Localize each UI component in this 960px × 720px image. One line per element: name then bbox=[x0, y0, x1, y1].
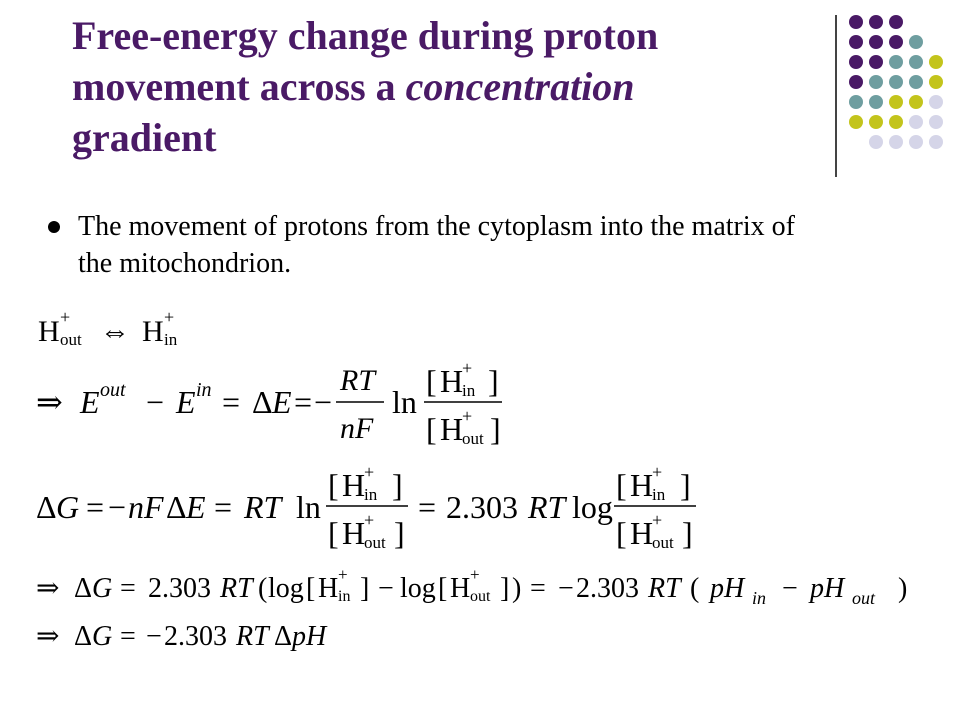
eq2-den-out: out bbox=[462, 429, 484, 448]
eq3-lb-3: [ bbox=[616, 467, 627, 503]
eq2-equals: = bbox=[222, 384, 241, 420]
eq3-nf: nF bbox=[128, 489, 164, 525]
eq5-coef: 2.303 bbox=[164, 621, 227, 652]
eq3-den2-h: H bbox=[630, 515, 654, 551]
eq4-implies-icon: ⇒ bbox=[36, 573, 60, 604]
eq2-equals-2: = bbox=[294, 384, 313, 420]
eq2-neg: − bbox=[314, 384, 333, 420]
eq4-plus-2: + bbox=[470, 565, 480, 584]
eq3-ln: ln bbox=[296, 489, 321, 525]
eq2-sup-out: out bbox=[100, 379, 126, 401]
eq4-g: G bbox=[92, 573, 113, 604]
eq2-num-in: in bbox=[462, 381, 476, 400]
eq2-e-2: E bbox=[176, 384, 196, 420]
eq3-num-in: in bbox=[364, 485, 378, 504]
eq3-equals: = bbox=[86, 489, 105, 525]
eq3-rt-2: RT bbox=[528, 489, 566, 525]
eq4-delta: Δ bbox=[74, 573, 93, 604]
eq3-den-out: out bbox=[364, 533, 386, 552]
title-line-2: movement across a bbox=[72, 64, 406, 109]
eq3-rt: RT bbox=[244, 489, 282, 525]
eq5-delta-2: Δ bbox=[274, 621, 293, 652]
eq2-e: E bbox=[80, 384, 100, 420]
eq4-lp-2: ( bbox=[690, 573, 700, 604]
equation-1 bbox=[38, 307, 178, 349]
eq3-neg: − bbox=[108, 489, 127, 525]
equation-5 bbox=[36, 621, 328, 652]
eq2-rt: RT bbox=[340, 364, 376, 397]
eq5-g: G bbox=[92, 621, 113, 652]
eq3-lb-2: [ bbox=[328, 515, 339, 551]
eq4-equals: = bbox=[120, 573, 136, 604]
eq4-ph-out: pH bbox=[810, 573, 845, 604]
eq5-ph: pH bbox=[292, 621, 327, 652]
eq5-implies-icon: ⇒ bbox=[36, 621, 60, 652]
eq4-sub-in-2: in bbox=[752, 588, 767, 608]
eq2-e-3: E bbox=[272, 384, 292, 420]
eq5-equals: = bbox=[120, 621, 136, 652]
eq2-rb-1: ] bbox=[488, 363, 499, 399]
eq2-implies-icon: ⇒ bbox=[36, 384, 63, 420]
eq3-delta: Δ bbox=[36, 489, 57, 525]
eq2-den-plus: + bbox=[462, 406, 473, 426]
eq5-delta: Δ bbox=[74, 621, 93, 652]
eq4-plus-1: + bbox=[338, 565, 348, 584]
eq4-rt-2: RT bbox=[648, 573, 681, 604]
eq4-lp: ( bbox=[258, 573, 268, 604]
eq4-rb-2: ] bbox=[500, 573, 510, 604]
eq3-coef: 2.303 bbox=[446, 489, 518, 525]
eq4-h-in: H bbox=[318, 573, 339, 604]
eq4-minus-2: − bbox=[782, 573, 798, 604]
eq4-h-out: H bbox=[450, 573, 471, 604]
eq3-equals-3: = bbox=[418, 489, 437, 525]
eq3-den-plus: + bbox=[364, 510, 375, 530]
eq3-lb-4: [ bbox=[616, 515, 627, 551]
eq4-coef-2: 2.303 bbox=[576, 573, 639, 604]
eq2-minus: − bbox=[146, 384, 165, 420]
eq4-sub-out-2: out bbox=[852, 588, 876, 608]
eq4-minus: − bbox=[378, 573, 394, 604]
eq2-num-h: H bbox=[440, 363, 464, 399]
eq3-num2-in: in bbox=[652, 485, 666, 504]
eq4-sub-out: out bbox=[470, 588, 491, 605]
eq4-neg: − bbox=[558, 573, 574, 604]
eq3-num2-h: H bbox=[630, 467, 654, 503]
eq4-log: log bbox=[268, 573, 304, 604]
eq3-rb-2: ] bbox=[394, 515, 405, 551]
eq1-iff-icon: ⇔ bbox=[100, 315, 130, 348]
eq4-lb-1: [ bbox=[306, 573, 316, 604]
eq2-ln: ln bbox=[392, 384, 417, 420]
eq3-equals-2: = bbox=[214, 489, 233, 525]
eq2-lb-2: [ bbox=[426, 411, 437, 447]
eq3-e: E bbox=[186, 489, 206, 525]
eq1-sub-in: in bbox=[164, 330, 178, 349]
equation-2 bbox=[36, 358, 502, 448]
eq3-lb-1: [ bbox=[328, 467, 339, 503]
equation-3 bbox=[36, 462, 696, 552]
eq3-rb-4: ] bbox=[682, 515, 693, 551]
eq4-ph-in: pH bbox=[710, 573, 745, 604]
eq1-sub-out: out bbox=[60, 330, 82, 349]
eq2-rb-2: ] bbox=[490, 411, 501, 447]
eq1-h-out: H bbox=[38, 315, 60, 348]
eq1-h-in: H bbox=[142, 315, 164, 348]
eq1-plus-2: + bbox=[164, 307, 175, 327]
eq4-rb-1: ] bbox=[360, 573, 370, 604]
eq3-num2-plus: + bbox=[652, 462, 663, 482]
eq2-nf: nF bbox=[340, 412, 374, 445]
eq1-plus: + bbox=[60, 307, 71, 327]
eq4-rt: RT bbox=[220, 573, 253, 604]
eq4-lb-2: [ bbox=[438, 573, 448, 604]
eq2-delta: Δ bbox=[252, 384, 273, 420]
eq2-sup-in: in bbox=[196, 379, 212, 401]
equation-4 bbox=[36, 565, 907, 608]
eq2-lb-1: [ bbox=[426, 363, 437, 399]
eq5-rt: RT bbox=[236, 621, 269, 652]
eq3-g: G bbox=[56, 489, 80, 525]
eq2-den-h: H bbox=[440, 411, 464, 447]
eq2-num-plus: + bbox=[462, 358, 473, 378]
eq3-rb-3: ] bbox=[680, 467, 691, 503]
eq3-den-h: H bbox=[342, 515, 366, 551]
eq4-sub-in: in bbox=[338, 588, 351, 605]
eq3-log: log bbox=[572, 489, 613, 525]
eq4-rp-2: ) bbox=[898, 573, 908, 604]
eq4-log-2: log bbox=[400, 573, 436, 604]
eq3-den2-out: out bbox=[652, 533, 674, 552]
bullet-text: The movement of protons from the cytoplasm into the matrix of the mitochondrion. bbox=[78, 211, 795, 279]
eq3-den2-plus: + bbox=[652, 510, 663, 530]
eq4-equals-2: = bbox=[530, 573, 546, 604]
title-italic-word: concentration bbox=[405, 64, 635, 109]
eq3-num-h: H bbox=[342, 467, 366, 503]
title-line-3: gradient bbox=[72, 115, 217, 160]
eq3-rb-1: ] bbox=[392, 467, 403, 503]
eq5-neg: − bbox=[146, 621, 162, 652]
title-line-1: Free-energy change during proton bbox=[72, 13, 659, 58]
eq3-delta-2: Δ bbox=[166, 489, 187, 525]
eq4-rp: ) bbox=[512, 573, 522, 604]
eq4-coef: 2.303 bbox=[148, 573, 211, 604]
eq3-num-plus: + bbox=[364, 462, 375, 482]
